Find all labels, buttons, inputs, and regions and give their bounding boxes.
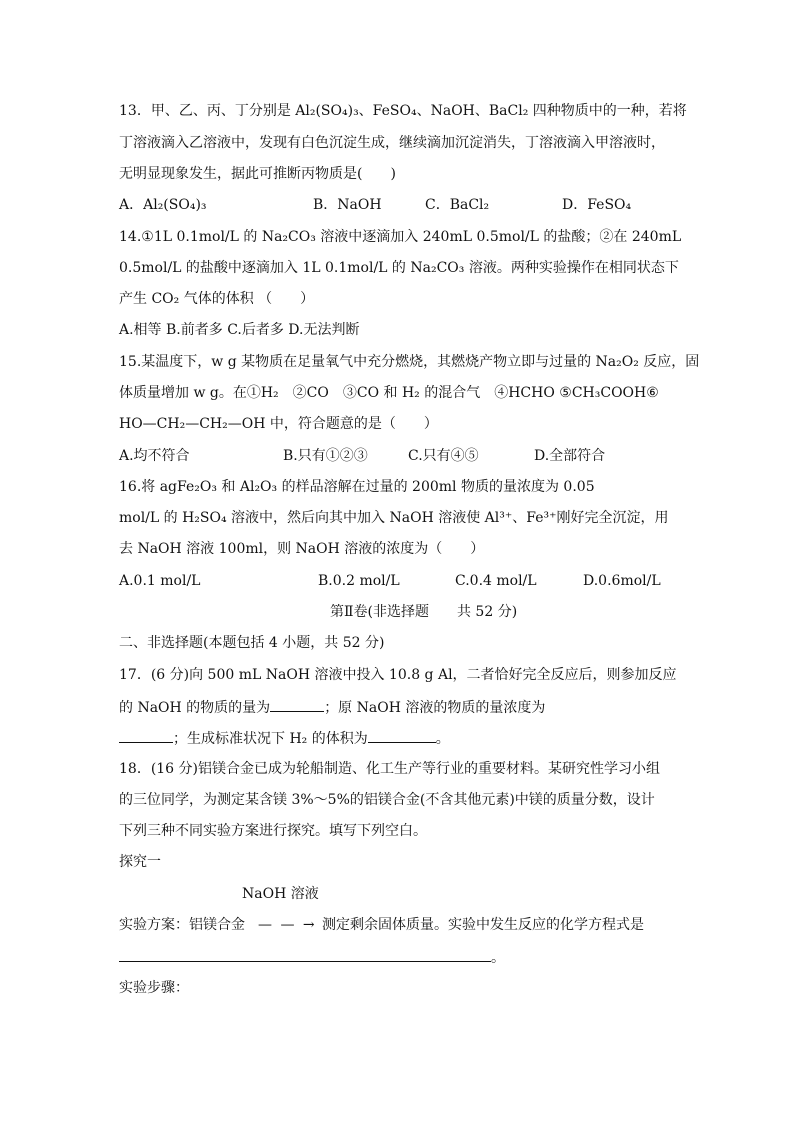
q18-plan-rest: 测定剩余固体质量。实验中发生反应的化学方程式是: [322, 917, 644, 933]
q16-option-b: B.0.2 mol/L: [318, 573, 400, 589]
q14-options: A.相等 B.前者多 C.后者多 D.无法判断: [119, 322, 360, 338]
q18-steps-label: 实验步骤：: [119, 980, 189, 996]
q18-equation-line: [119, 946, 505, 968]
q15-option-a: A.均不符合: [119, 448, 190, 464]
q16-option-a: A.0.1 mol/L: [119, 573, 201, 589]
q13-option-b: B．NaOH: [313, 197, 382, 213]
q18-plan-label: 实验方案：铝镁合金: [119, 917, 245, 933]
q16-line3: 去 NaOH 溶液 100ml，则 NaOH 溶液的浓度为（ ）: [119, 541, 485, 557]
q15-option-d: D.全部符合: [534, 448, 606, 464]
q15-option-b: B.只有①②③: [283, 448, 368, 464]
part2-heading: 二、非选择题(本题包括 4 小题，共 52 分): [119, 635, 385, 651]
q15-line2: 体质量增加 w g。在①H₂ ②CO ③CO 和 H₂ 的混合气 ④HCHO ⑤CH₃COOH⑥: [119, 385, 659, 401]
q17-blank-2[interactable]: [119, 727, 173, 743]
q18-reagent-label: NaOH 溶液: [242, 886, 319, 902]
part2-title: 第Ⅱ卷(非选择题 共 52 分): [330, 604, 518, 620]
q17-line1: 17．(6 分)向 500 mL NaOH 溶液中投入 10.8 g Al，二者恰好完全反应后，则参加反应: [119, 667, 677, 683]
q14-line1: 14.①1L 0.1mol/L 的 Na₂CO₃ 溶液中逐滴加入 240mL 0.5mol/L 的盐酸；②在 240mL: [119, 229, 682, 245]
q16-line2: mol/L 的 H₂SO₄ 溶液中，然后向其中加入 NaOH 溶液使 Al³⁺、Fe³⁺刚好完全沉淀，用: [119, 510, 669, 526]
q14-line3: 产生 CO₂ 气体的体积 （ ）: [119, 291, 315, 307]
q17-line3: [119, 727, 450, 749]
q17-line2-text-a: 的 NaOH 的物质的量为: [119, 700, 271, 716]
q17-blank-1[interactable]: [270, 696, 324, 712]
q13-line1: 13．甲、乙、丙、丁分别是 Al₂(SO₄)₃、FeSO₄、NaOH、BaCl₂ 四种物质中的一种，若将: [119, 103, 687, 119]
q17-blank-3[interactable]: [368, 727, 436, 743]
q13-line2: 丁溶液滴入乙溶液中，发现有白色沉淀生成，继续滴加沉淀消失，丁溶液滴入甲溶液时，: [119, 135, 665, 151]
q17-line2: [119, 696, 545, 718]
q15-option-c: C.只有④⑤: [408, 448, 479, 464]
q17-line3-text-b: 。: [435, 731, 450, 747]
q13-line3: 无明显现象发生，据此可推断丙物质是( ): [119, 166, 396, 182]
q18-reaction-arrow: — — →: [258, 917, 317, 933]
q16-line1: 16.将 agFe₂O₃ 和 Al₂O₃ 的样品溶解在过量的 200ml 物质的量浓度为 0.05: [119, 479, 595, 495]
q13-option-d: D．FeSO₄: [562, 197, 632, 213]
q18-line3: 下列三种不同实验方案进行探究。填写下列空白。: [119, 823, 427, 839]
q16-option-d: D.0.6mol/L: [583, 573, 661, 589]
q17-line2-text-b: ；原 NaOH 溶液的物质的量浓度为: [324, 700, 546, 716]
q14-line2: 0.5mol/L 的盐酸中逐滴加入 1L 0.1mol/L 的 Na₂CO₃ 溶液。两种实验操作在相同状态下: [119, 260, 679, 276]
q17-line3-text-a: ；生成标准状况下 H₂ 的体积为: [173, 731, 368, 747]
q18-equation-blank[interactable]: [119, 946, 491, 962]
q13-option-a: A．Al₂(SO₄)₃: [119, 197, 207, 213]
q18-line1: 18．(16 分)铝镁合金已成为轮船制造、化工生产等行业的重要材料。某研究性学习小组: [119, 761, 661, 777]
q18-explore-label: 探究一: [119, 854, 161, 870]
q15-line3: HO—CH₂—CH₂—OH 中，符合题意的是（ ）: [119, 416, 438, 432]
q18-plan-end: 。: [491, 950, 505, 966]
q15-line1: 15.某温度下，w g 某物质在足量氧气中充分燃烧，其燃烧产物立即与过量的 Na₂O₂ 反应，固: [119, 354, 700, 370]
q18-line2: 的三位同学，为测定某含镁 3%～5%的铝镁合金(不含其他元素)中镁的质量分数，设计: [119, 792, 655, 808]
q13-option-c: C．BaCl₂: [425, 197, 490, 213]
q16-option-c: C.0.4 mol/L: [455, 573, 537, 589]
